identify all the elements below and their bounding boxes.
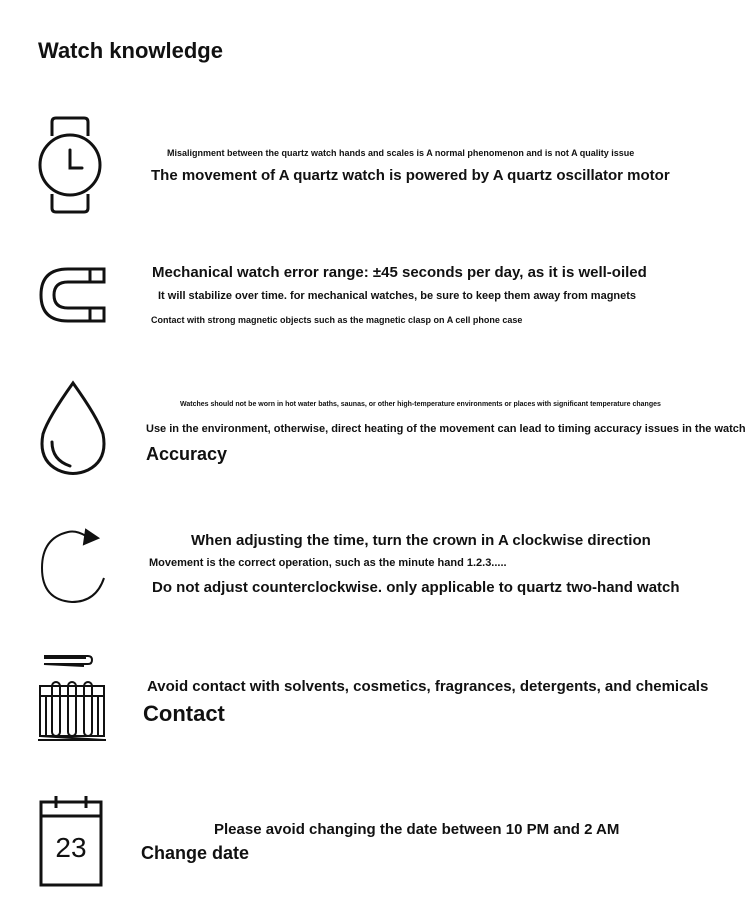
calendar-day: 23 (55, 832, 87, 863)
section-1-line-1: Misalignment between the quartz watch hands and scales is A normal phenomenon and is not A quality issue (167, 148, 635, 158)
water-drop-icon (38, 380, 108, 476)
wristwatch-icon (38, 116, 102, 214)
section-2-line-1: Mechanical watch error range: ±45 seconds per day, as it is well-oiled (152, 264, 647, 281)
clockwise-arrow-icon (38, 526, 108, 606)
magnet-icon (38, 266, 106, 324)
test-tubes-icon (38, 652, 108, 744)
page-title: Watch knowledge (38, 38, 223, 63)
section-3-line-1: Watches should not be worn in hot water baths, saunas, or other high-temperature environments or places with significant temperature changes (180, 401, 661, 408)
section-2-line-3: Contact with strong magnetic objects such as the magnetic clasp on A cell phone case (151, 315, 523, 325)
section-5-heading: Contact (143, 701, 225, 726)
section-3-heading: Accuracy (146, 444, 228, 464)
section-2-line-2: It will stabilize over time. for mechanical watches, be sure to keep them away from magnets (158, 290, 637, 302)
section-1-line-2: The movement of A quartz watch is powered by A quartz oscillator motor (151, 167, 670, 184)
section-6-heading: Change date (141, 843, 250, 863)
section-4-line-3: Do not adjust counterclockwise. only applicable to quartz two-hand watch (152, 579, 680, 596)
section-5-line-1: Avoid contact with solvents, cosmetics, fragrances, detergents, and chemicals (147, 678, 709, 695)
section-4-line-2: Movement is the correct operation, such as the minute hand 1.2.3..... (149, 557, 507, 569)
section-4-line-1: When adjusting the time, turn the crown in A clockwise direction (191, 532, 651, 549)
calendar-icon (38, 794, 104, 888)
section-3-line-2: Use in the environment, otherwise, direct heating of the movement can lead to timing accuracy issues in the watch (146, 423, 746, 435)
section-6-line-1: Please avoid changing the date between 10 PM and 2 AM (214, 821, 620, 838)
